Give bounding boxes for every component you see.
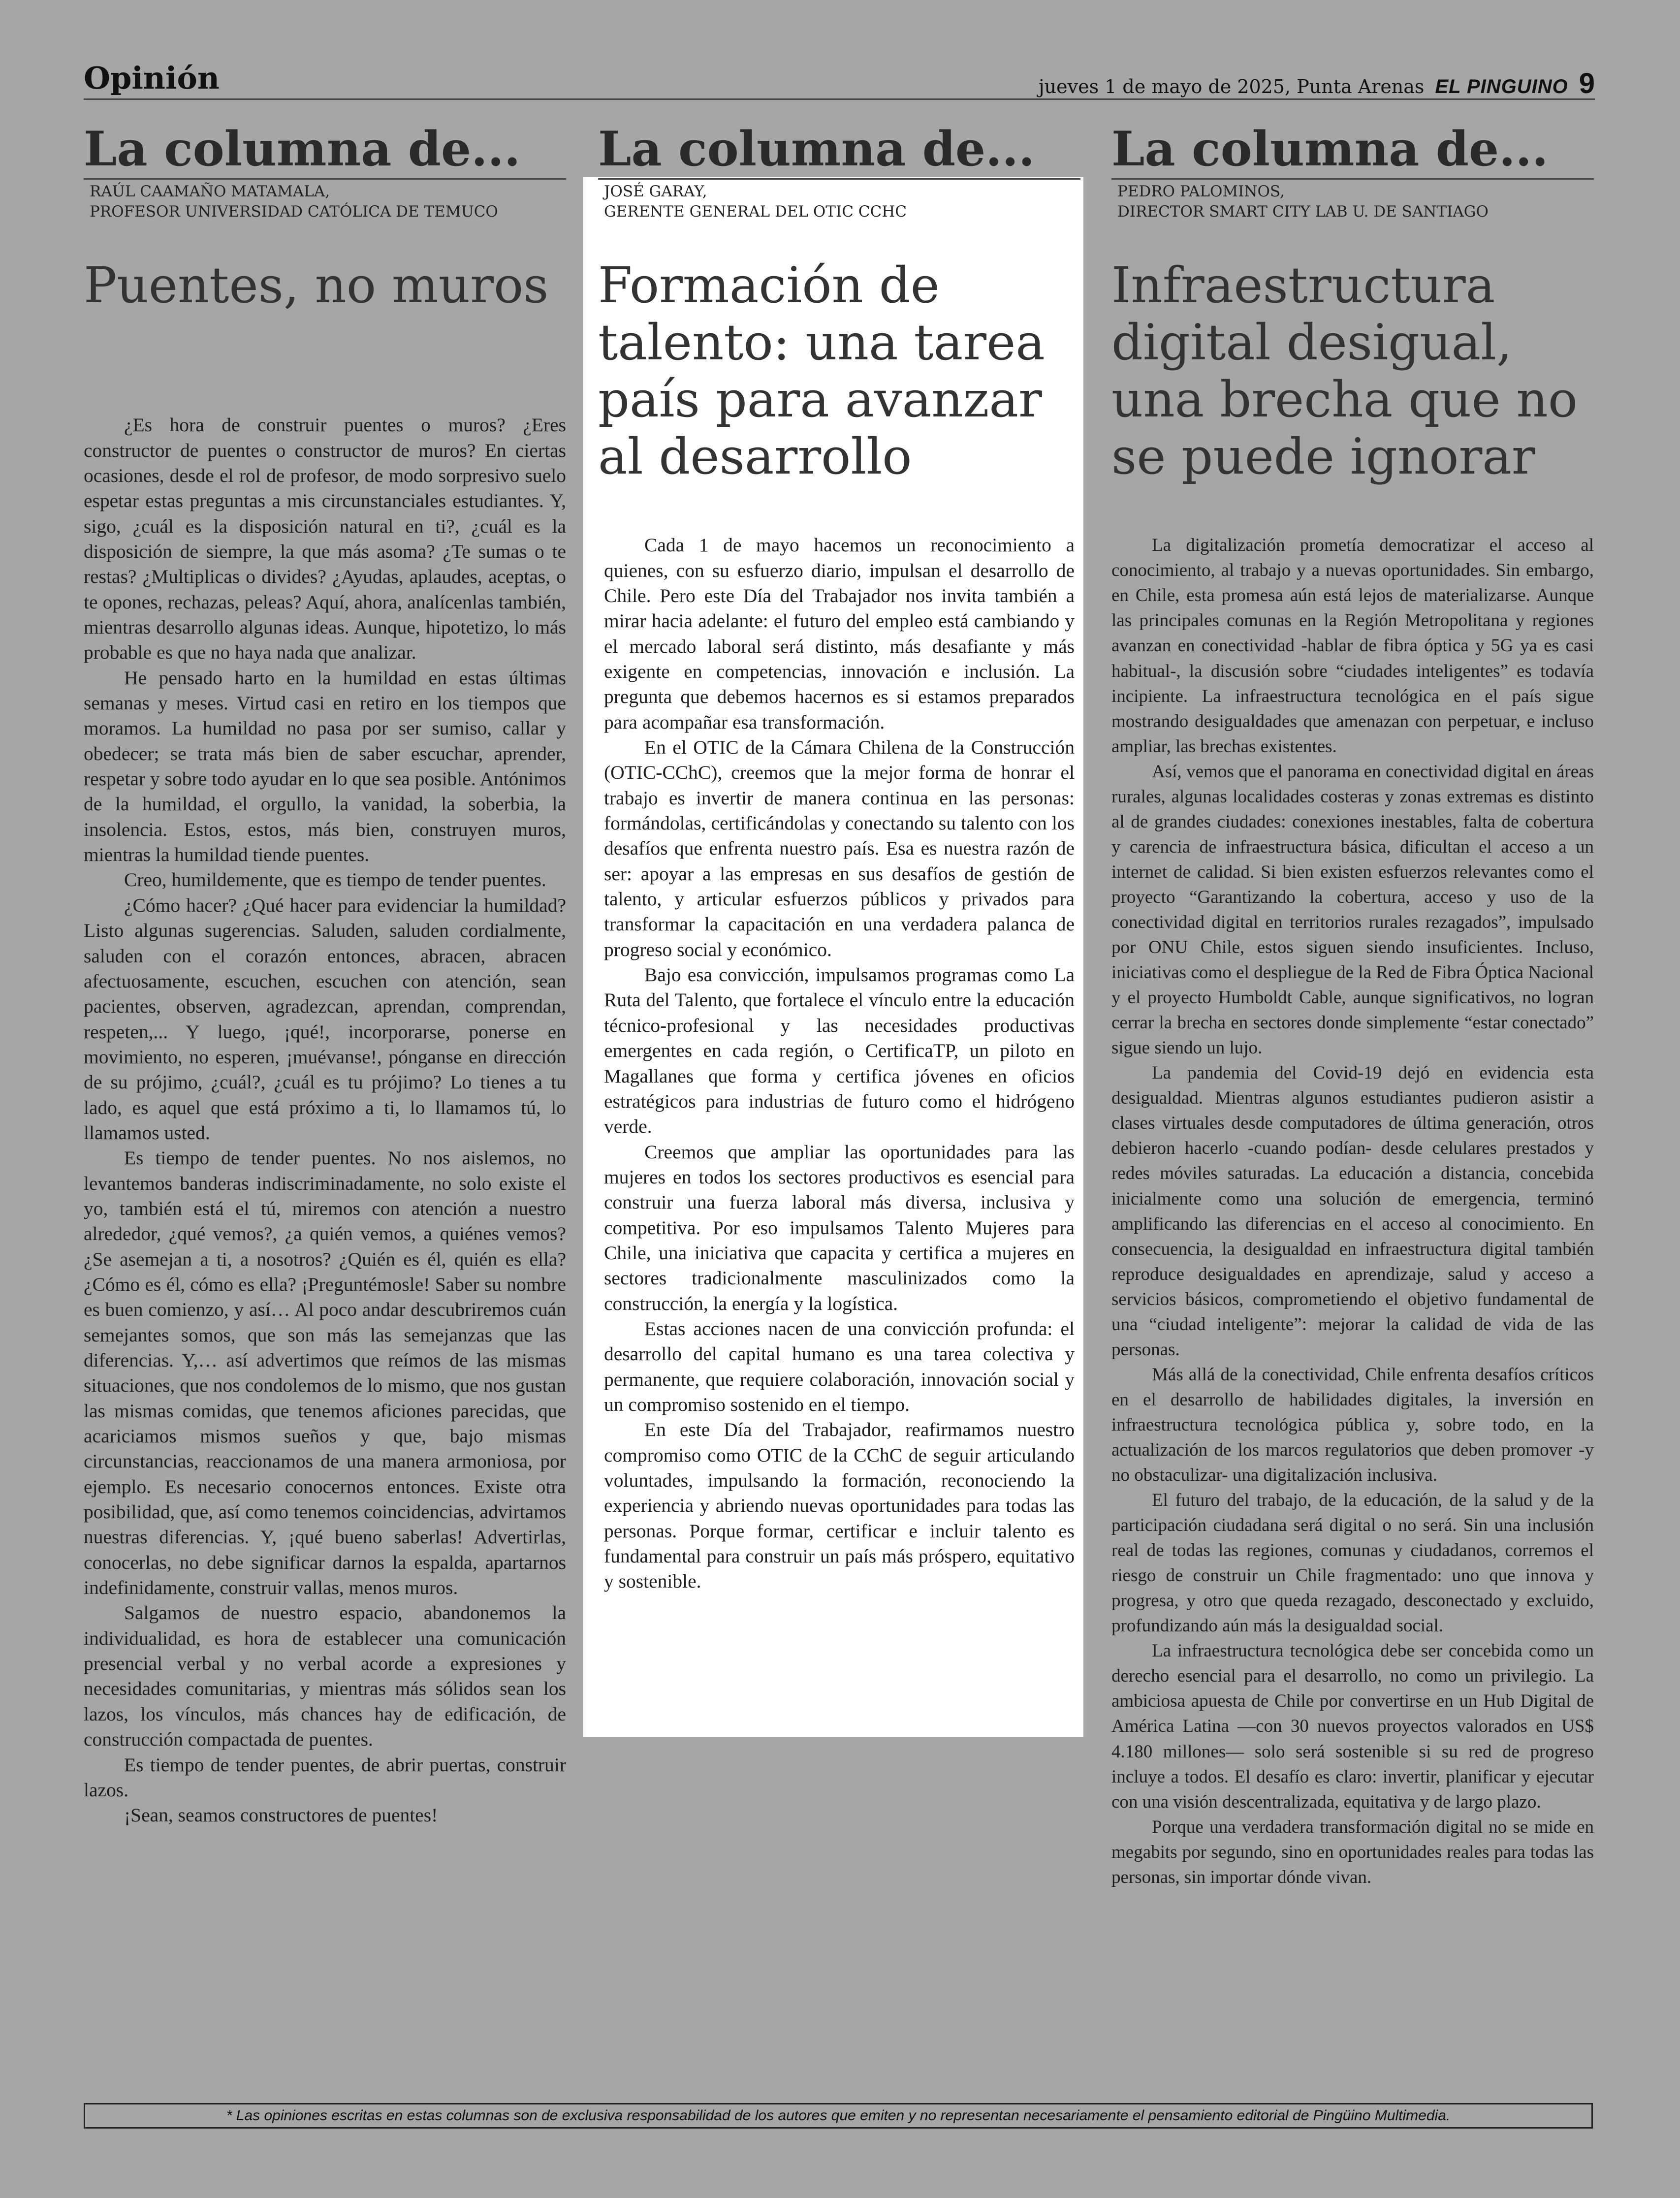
section-title: Opinión: [84, 60, 220, 96]
column-caamano: [84, 123, 566, 1828]
paragraph: ¡Sean, seamos constructores de puentes!: [124, 1804, 438, 1826]
paragraph: En este Día del Trabajador, reafirmamos nuestro compromiso como OTIC de la CChC de seguir articulando voluntades, impulsando la formación, reconociendo la experiencia y abriendo nuevas oportunidades para todas las personas. Porque formar, certificar e incluir talento es fundamental para construir un país más próspero, equitativo y sostenible.: [604, 1419, 1075, 1593]
paragraph: Más allá de la conectividad, Chile enfrenta desafíos críticos en el desarrollo de habilidades digitales, la inversión en infraestructura tecnológica pública y, sobre todo, en la actualización de los marcos regulatorios que deben promover -y no obstaculizar- una digitalización inclusiva.: [1111, 1364, 1594, 1486]
article-headline: Puentes, no muros: [84, 256, 549, 315]
paragraph: ¿Cómo hacer? ¿Qué hacer para evidenciar la humildad? Listo algunas sugerencias. Saluden, saluden cordialmente, saluden con el corazón entonces, abracen, abracen afectuosamente, escuchen, escuchen con atención, sean pacientes, observen, agradezcan, aprendan, comprendan, respeten,... Y luego, ¡qué!, incorporarse, ponerse en movimiento, no esperen, ¡muévanse!, pónganse en dirección de su prójimo, ¿cuál?, ¿cuál es tu prójimo? Lo tienes a tu lado, es aquel que está próximo a ti, lo llamamos tú, lo llamamos usted.: [84, 894, 566, 1144]
column-kicker: La columna de...: [84, 121, 521, 177]
paragraph: Es tiempo de tender puentes. No nos aislemos, no levantemos banderas indiscriminadamente, no solo existe el yo, también está el tú, miremos con atención a nuestro alrededor, ¿qué vemos?, ¿a quién vemos, a quiénes vemos? ¿Se asemejan a ti, a nosotros? ¿Quién es él, quién es ella? ¿Cómo es él, cómo es ella? ¡Preguntémosle! Saber su nombre es buen comienzo, y así… Al poco andar descubriremos cuán semejantes somos, que son más las semejanzas que las diferencias. Y,… así advertimos que reímos de las mismas situaciones, que nos condolemos de lo mismo, que nos gustan las mismas comidas, que tenemos aficiones parecidas, que acariciamos mismos sueños y que, bajo mismas circunstancias, reaccionamos de una manera armoniosa, por ejemplo. Es necesario conocernos entonces. Existe otra posibilidad, que, así como tenemos coincidencias, advirtamos nuestras diferencias. Y, ¡qué bueno saberlas! Advertirlas, conocerlas, no debe significar darnos la espalda, apartarnos indefinidamente, construir vallas, menos muros.: [84, 1147, 566, 1599]
issue-date: jueves 1 de mayo de 2025, Punta Arenas: [1038, 76, 1425, 97]
article-headline: Infraestructura digital desigual, una brecha que no se puede ignorar: [1111, 256, 1578, 486]
author-title: GERENTE GENERAL DEL OTIC CCHC: [604, 203, 907, 221]
column-palominos: [1111, 123, 1594, 1890]
dateline: [1039, 67, 1595, 100]
paragraph: La infraestructura tecnológica debe ser concebida como un derecho esencial para el desarrollo, no como un privilegio. La ambiciosa apuesta de Chile por convertirse en un Hub Digital de América Latina —con 30 nuevos proyectos valorados en US$ 4.180 millones— solo será sostenible si su red de progreso incluye a todos. El desafío es claro: invertir, planificar y ejecutar con una visión descentralizada, equitativa y de largo plazo.: [1111, 1641, 1594, 1812]
author-name: PEDRO PALOMINOS,: [1117, 182, 1285, 200]
article-headline: Formación de talento: una tarea país para avanzar al desarrollo: [598, 256, 1045, 486]
paragraph: He pensado harto en la humildad en estas últimas semanas y meses. Virtud casi en retiro en los tiempos que moramos. La humildad no pasa por ser sumiso, callar y obedecer; se trata más bien de saber escuchar, aprender, respetar y sobre todo ayudar en lo que sea posible. Antónimos de la humildad, el orgullo, la vanidad, la soberbia, la insolencia. Estos, estos, más bien, construyen muros, mientras la humildad tiende puentes.: [84, 667, 566, 866]
column-kicker: La columna de...: [1111, 121, 1549, 177]
kicker-rule: [84, 178, 566, 180]
disclaimer-footer: * Las opiniones escritas en estas columnas son de exclusiva responsabilidad de los autores que emiten y no representan necesariamente el pensamiento editorial de Pingüino Multimedia.: [84, 2103, 1593, 2129]
paragraph: El futuro del trabajo, de la educación, de la salud y de la participación ciudadana será digital o no será. Sin una inclusión real de todas las regiones, comunas y ciudadanos, corremos el riesgo de construir un Chile fragmentado: uno que innova y progresa, y otro que queda rezagado, desconectado y excluido, profundizando aún más la desigualdad social.: [1111, 1490, 1594, 1636]
paragraph: Estas acciones nacen de una convicción profunda: el desarrollo del capital humano es una tarea colectiva y permanente, que requiere colaboración, innovación social y un compromiso sostenido en el tiempo.: [604, 1317, 1075, 1415]
author-name: RAÚL CAAMAÑO MATAMALA,: [90, 182, 330, 200]
paragraph: Cada 1 de mayo hacemos un reconocimiento a quienes, con su esfuerzo diario, impulsan el desarrollo de Chile. Pero este Día del Trabajador nos invita también a mirar hacia adelante: el futuro del empleo está cambiando y el mercado laboral será distinto, más desafiante y más exigente en competencias, innovación e inclusión. La pregunta que debemos hacernos es si estamos preparados para acompañar esa transformación.: [604, 534, 1075, 733]
author-name: JOSÉ GARAY,: [604, 182, 707, 200]
paragraph: Creo, humildemente, que es tiempo de tender puentes.: [124, 869, 546, 891]
paragraph: La digitalización prometía democratizar el acceso al conocimiento, al trabajo y a nuevas oportunidades. Sin embargo, en Chile, esta promesa aún está lejos de materializarse. Aunque las principales comunas en la Región Metropolitana y regiones avanzan en conectividad -hablar de fibra óptica y 5G ya es casi habitual-, la discusión sobre “ciudades inteligentes” es todavía incipiente. La infraestructura tecnológica en el país sigue mostrando desigualdades que amenazan con perpetuar, e incluso ampliar, las brechas existentes.: [1111, 535, 1594, 757]
kicker-rule: [1111, 178, 1594, 180]
column-garay: [598, 123, 1080, 1594]
newspaper-logo: EL PINGUINO: [1435, 76, 1568, 97]
paragraph: ¿Es hora de construir puentes o muros? ¿Eres constructor de puentes o constructor de muros? En ciertas ocasiones, desde el rol de profesor, de modo sorpresivo suelo espetar estas preguntas a mis circunstanciales estudiantes. Y, sigo, ¿cuál es la disposición natural en ti?, ¿cuál es la disposición de siempre, la que más asoma? ¿Te sumas o te restas? ¿Multiplicas o divides? ¿Ayudas, aplaudes, aceptas, o te opones, rechazas, peleas? Aquí, ahora, analícenlas también, mientras desarrollo algunas ideas. Aunque, hipotetizo, lo más probable es que no haya nada que analizar.: [84, 414, 566, 664]
paragraph: En el OTIC de la Cámara Chilena de la Construcción (OTIC-CChC), creemos que la mejor forma de honrar el trabajo es invertir de manera continua en las personas: formándolas, certificándolas y conectando su talento con los desafíos que enfrenta nuestro país. Esa es nuestra razón de ser: apoyar a las empresas en sus desafíos de gestión de talento, y articular esfuerzos públicos y privados para transformar la capacitación en una verdadera palanca de progreso social y económico.: [604, 736, 1075, 960]
paragraph: La pandemia del Covid-19 dejó en evidencia esta desigualdad. Mientras algunos estudiantes pudieron asistir a clases virtuales desde computadores de última generación, otros debieron hacerlo -cuando podían- desde celulares prestados y redes móviles saturadas. La educación a distancia, concebida inicialmente como una solución de emergencia, terminó amplificando las diferencias en el acceso al conocimiento. En consecuencia, la desigualdad en infraestructura digital también reproduce desigualdades en aprendizaje, salud y acceso a servicios básicos, comprometiendo el objetivo fundamental de una “ciudad inteligente”: mejorar la calidad de vida de las personas.: [1111, 1063, 1594, 1360]
paragraph: Es tiempo de tender puentes, de abrir puertas, construir lazos.: [84, 1753, 566, 1801]
article-body: [1111, 533, 1594, 1890]
article-body: [84, 413, 566, 1828]
column-kicker: La columna de...: [598, 121, 1035, 177]
paragraph: Creemos que ampliar las oportunidades para las mujeres en todos los sectores productivos es esencial para construir una fuerza laboral más diversa, inclusiva y competitiva. Por eso impulsamos Talento Mujeres para Chile, una iniciativa que capacita y certifica a mujeres en sectores tradicionalmente masculinizados como la construcción, la energía y la logística.: [604, 1141, 1075, 1314]
page-header: [84, 60, 1595, 100]
page-number: 9: [1579, 67, 1595, 99]
author-title: DIRECTOR SMART CITY LAB U. DE SANTIAGO: [1117, 203, 1489, 221]
paragraph: Así, vemos que el panorama en conectividad digital en áreas rurales, algunas localidades costeras y zonas extremas es distinto al de grandes ciudades: conexiones inestables, falta de cobertura y carencia de infraestructura básica, dificultan el acceso a un internet de calidad. Si bien existen esfuerzos relevantes como el proyecto “Garantizando la cobertura, acceso y uso de la conectividad digital en territorios rurales rezagados”, impulsado por ONU Chile, estos siguen siendo insuficientes. Incluso, iniciativas como el despliegue de la Red de Fibra Óptica Nacional y el proyecto Humboldt Cable, aunque significativos, no logran cerrar la brecha en sectores donde simplemente “estar conectado” sigue siendo un lujo.: [1111, 761, 1594, 1058]
paragraph: Bajo esa convicción, impulsamos programas como La Ruta del Talento, que fortalece el vínculo entre la educación técnico-profesional y las necesidades productivas emergentes en cada región, o CertificaTP, un piloto en Magallanes que forma y certifica jóvenes en oficios estratégicos para industrias de futuro como el hidrógeno verde.: [604, 964, 1075, 1138]
paragraph: Salgamos de nuestro espacio, abandonemos la individualidad, es hora de establecer una comunicación presencial verbal y no verbal acorde a expresiones y necesidades comunitarias, y mientras más sólidos sean los lazos, los vínculos, más chances hay de edificación, de construcción compactada de puentes.: [84, 1602, 566, 1751]
author-title: PROFESOR UNIVERSIDAD CATÓLICA DE TEMUCO: [90, 203, 498, 221]
paragraph: Porque una verdadera transformación digital no se mide en megabits por segundo, sino en oportunidades reales para todas las personas, sin importar dónde vivan.: [1111, 1816, 1594, 1887]
kicker-rule: [598, 178, 1080, 180]
article-body: [598, 533, 1080, 1594]
